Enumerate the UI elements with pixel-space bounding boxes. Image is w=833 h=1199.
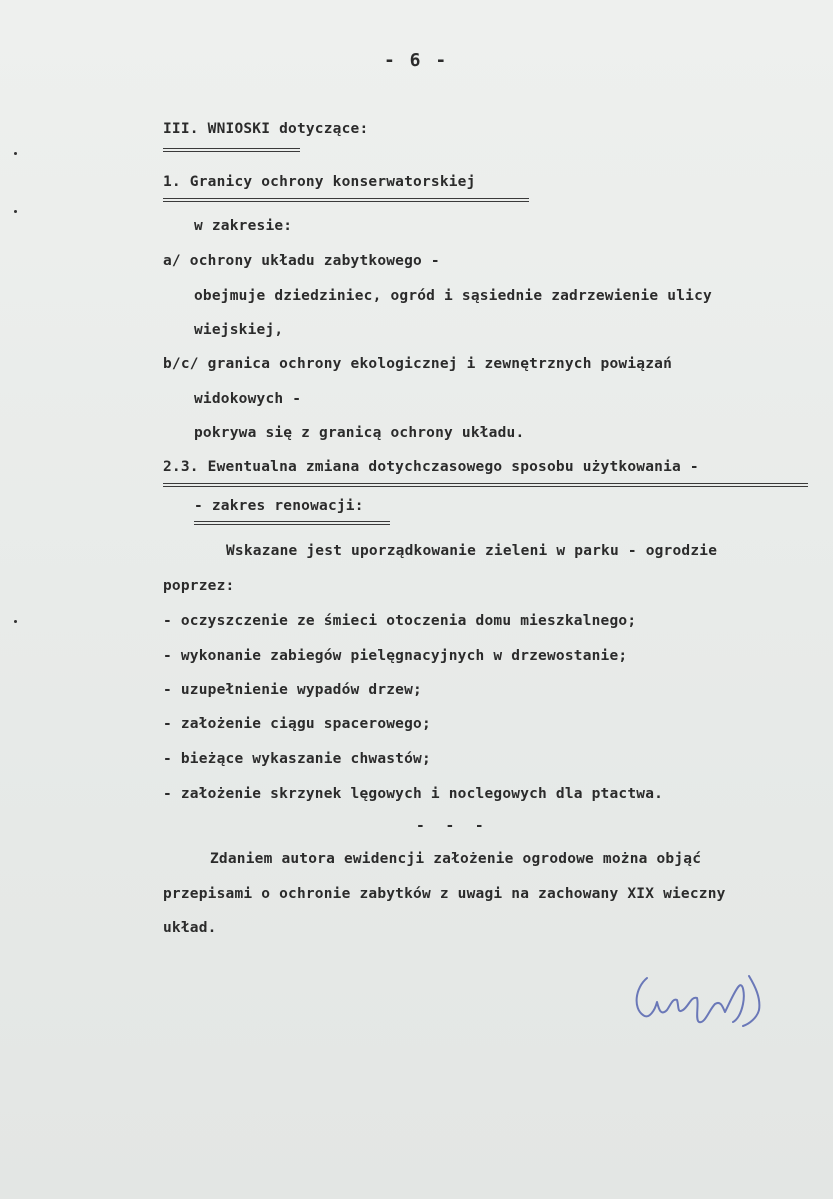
point-1-heading: 1. Granicy ochrony konserwatorskiej <box>163 174 476 190</box>
conclusion-line-3: układ. <box>163 920 217 936</box>
margin-speck <box>14 210 17 213</box>
signature-stroke <box>637 976 760 1026</box>
margin-speck <box>14 620 17 623</box>
intro-line-2: poprzez: <box>163 578 235 594</box>
point-23-heading-1: 2.3. Ewentualna zmiana dotychczasowego sposobu użytkowania - <box>163 459 699 475</box>
point-23-underline-1 <box>163 483 808 487</box>
list-item: - oczyszczenie ze śmieci otoczenia domu mieszkalnego; <box>163 613 637 629</box>
handwritten-signature <box>625 960 785 1030</box>
section-heading: III. WNIOSKI dotyczące: <box>163 121 369 137</box>
item-bc-text: pokrywa się z granicą ochrony układu. <box>194 425 525 441</box>
point-1-underline <box>163 198 529 202</box>
item-bc-label: b/c/ granica ochrony ekologicznej i zewnętrznych powiązań <box>163 356 672 372</box>
point-23-underline-2 <box>194 521 390 525</box>
list-item: - uzupełnienie wypadów drzew; <box>163 682 422 698</box>
conclusion-line-1: Zdaniem autora ewidencji założenie ogrodowe można objąć <box>210 851 702 867</box>
item-bc-label-2: widokowych - <box>194 391 302 407</box>
margin-speck <box>14 152 17 155</box>
list-item: - założenie ciągu spacerowego; <box>163 716 431 732</box>
intro-line-1: Wskazane jest uporządkowanie zieleni w parku - ogrodzie <box>226 543 718 559</box>
scope-label: w zakresie: <box>194 218 293 234</box>
item-a-label: a/ ochrony układu zabytkowego - <box>163 253 440 269</box>
conclusion-line-2: przepisami o ochronie zabytków z uwagi na zachowany XIX wieczny <box>163 886 726 902</box>
separator: - - - <box>416 818 490 834</box>
item-a-text-2: wiejskiej, <box>194 322 284 338</box>
page-number: - 6 - <box>384 50 449 71</box>
list-item: - bieżące wykaszanie chwastów; <box>163 751 431 767</box>
heading-double-underline <box>163 148 300 152</box>
point-23-heading-2: - zakres renowacji: <box>194 498 364 514</box>
list-item: - wykonanie zabiegów pielęgnacyjnych w drzewostanie; <box>163 648 628 664</box>
item-a-text-1: obejmuje dziedziniec, ogród i sąsiednie zadrzewienie ulicy <box>194 288 712 304</box>
list-item: - założenie skrzynek lęgowych i noclegowych dla ptactwa. <box>163 786 664 802</box>
